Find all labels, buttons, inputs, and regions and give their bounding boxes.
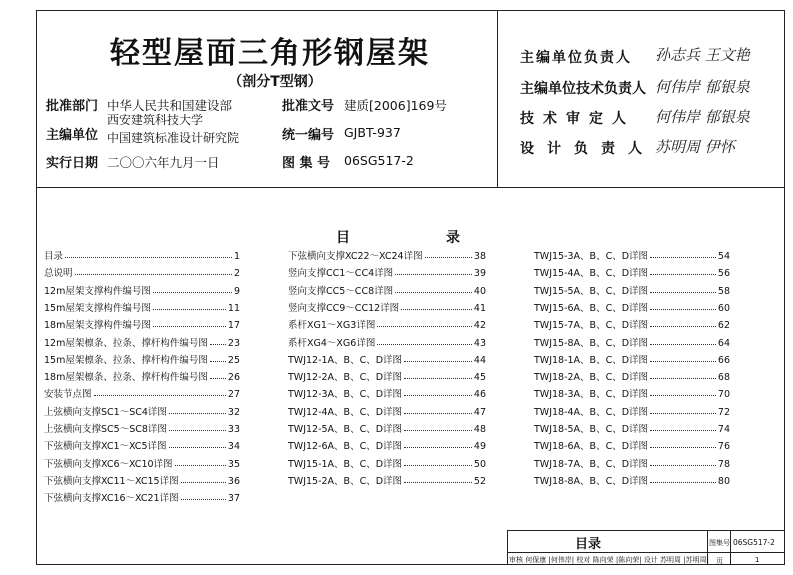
toc-leader-dots xyxy=(75,274,232,275)
toc-leader-dots xyxy=(650,413,716,414)
toc-entry xyxy=(534,404,730,418)
toc-entry xyxy=(534,473,730,487)
toc-leader-dots xyxy=(153,326,226,327)
toc-leader-dots xyxy=(650,361,716,362)
toc-entry-title: 竖向支撑CC5～CC8详图 xyxy=(288,285,394,297)
toc-entry-page: 1 xyxy=(233,251,240,262)
toc-leader-dots xyxy=(153,309,226,310)
toc-entry xyxy=(288,335,486,349)
toc-entry-page: 27 xyxy=(227,389,240,401)
toc-entry-title: 12m屋架支撑构件编号图 xyxy=(44,285,151,297)
toc-entry-title: 竖向支撑CC1～CC4详图 xyxy=(288,268,394,280)
toc-entry-page: 47 xyxy=(473,406,486,418)
toc-entry xyxy=(44,386,240,400)
toc-entry-title: 上弦横向支撑SC5～SC8详图 xyxy=(44,424,167,435)
toc-entry-page: 40 xyxy=(473,285,486,297)
toc-entry-title: TWJ15-7A、B、C、D详图 xyxy=(534,320,649,332)
signature-1: 孙志兵 王文艳 xyxy=(655,46,750,64)
atlas-label: 图集号 xyxy=(709,539,730,547)
toc-entry xyxy=(534,438,730,452)
toc-entry-title: 下弦横向支撑XC11～XC15详图 xyxy=(44,475,179,487)
toc-entry-page: 49 xyxy=(473,441,486,453)
toc-entry xyxy=(44,456,240,470)
toc-entry-page: 11 xyxy=(227,302,240,314)
toc-leader-dots xyxy=(169,447,226,448)
toc-entry xyxy=(534,369,730,383)
toc-entry-title: TWJ18-2A、B、C、D详图 xyxy=(534,372,649,384)
toc-entry-title: TWJ15-3A、B、C、D详图 xyxy=(534,251,649,262)
toc-entry-page: 74 xyxy=(717,424,730,435)
resp-label-1: 主编单位负责人 xyxy=(520,50,632,66)
toc-entry-title: TWJ18-5A、B、C、D详图 xyxy=(534,424,649,435)
toc-leader-dots xyxy=(210,378,226,379)
impl-date-value: 二〇〇六年九月一日 xyxy=(107,155,220,170)
doc-no-label: 批准文号 xyxy=(282,99,335,114)
toc-leader-dots xyxy=(650,447,716,448)
toc-entry-title: 系杆XG1～XG3详图 xyxy=(288,320,376,332)
toc-entry xyxy=(534,386,730,400)
toc-entry xyxy=(44,438,240,452)
toc-entry xyxy=(288,421,486,435)
toc-entry-page: 54 xyxy=(717,251,730,262)
toc-entry xyxy=(534,317,730,331)
toc-leader-dots xyxy=(210,344,226,345)
toc-leader-dots xyxy=(404,447,472,448)
toc-entry-page: 41 xyxy=(473,302,486,314)
toc-entry-page: 35 xyxy=(227,458,240,470)
toc-entry xyxy=(288,248,486,262)
toc-entry-title: TWJ15-4A、B、C、D详图 xyxy=(534,268,649,280)
toc-entry xyxy=(288,404,486,418)
toc-leader-dots xyxy=(404,378,472,379)
toc-entry-title: TWJ15-5A、B、C、D详图 xyxy=(534,285,649,297)
toc-entry xyxy=(288,283,486,297)
toc-entry-title: 下弦横向支撑XC16～XC21详图 xyxy=(44,493,179,505)
toc-entry-page: 33 xyxy=(227,424,240,435)
toc-entry-title: TWJ12-3A、B、C、D详图 xyxy=(288,389,403,401)
toc-entry-title: 目录 xyxy=(44,251,64,262)
toc-entry xyxy=(288,438,486,452)
toc-entry-title: 下弦横向支撑XC22～XC24详图 xyxy=(288,251,423,262)
toc-leader-dots xyxy=(650,430,716,431)
toc-entry-title: 下弦横向支撑XC1～XC5详图 xyxy=(44,441,167,453)
toc-entry xyxy=(44,421,240,435)
toc-leader-dots xyxy=(377,344,472,345)
toc-entry xyxy=(44,283,240,297)
toc-entry-page: 56 xyxy=(717,268,730,280)
toc-entry-page: 34 xyxy=(227,441,240,453)
toc-entry-title: TWJ18-7A、B、C、D详图 xyxy=(534,458,649,470)
toc-entry xyxy=(288,386,486,400)
approval-dept-value: 中华人民共和国建设部 xyxy=(107,98,233,113)
title-block-vline-2 xyxy=(730,530,731,565)
toc-entry-page: 23 xyxy=(227,337,240,349)
toc-entry-page: 2 xyxy=(233,268,240,280)
toc-entry-page: 64 xyxy=(717,337,730,349)
toc-leader-dots xyxy=(169,430,226,431)
toc-entry xyxy=(44,490,240,504)
toc-leader-dots xyxy=(395,274,472,275)
toc-leader-dots xyxy=(94,395,226,396)
document-subtitle: （剖分T型钢） xyxy=(228,74,322,90)
toc-leader-dots xyxy=(650,292,716,293)
toc-entry-title: TWJ15-6A、B、C、D详图 xyxy=(534,302,649,314)
toc-entry-title: TWJ12-4A、B、C、D详图 xyxy=(288,406,403,418)
toc-entry-title: 竖向支撑CC9～CC12详图 xyxy=(288,302,400,314)
toc-leader-dots xyxy=(210,361,226,362)
toc-entry-page: 62 xyxy=(717,320,730,332)
toc-leader-dots xyxy=(650,344,716,345)
page-label: 页 xyxy=(716,557,723,565)
toc-entry xyxy=(288,300,486,314)
toc-entry xyxy=(44,473,240,487)
toc-entry-title: 15m屋架支撑构件编号图 xyxy=(44,302,151,314)
toc-entry-title: TWJ18-4A、B、C、D详图 xyxy=(534,406,649,418)
toc-entry xyxy=(534,283,730,297)
toc-entry xyxy=(44,248,240,262)
toc-entry-title: 18m屋架檩条、拉条、撑杆构件编号图 xyxy=(44,372,208,384)
review-row: 审核 何保康 |何伟岸| 校对 陈向荣 |陈向荣| 设计 苏明周 |苏明周| xyxy=(509,556,709,564)
toc-entry-title: 18m屋架支撑构件编号图 xyxy=(44,320,151,332)
title-block-title: 目录 xyxy=(575,537,602,552)
toc-entry xyxy=(288,352,486,366)
toc-entry xyxy=(288,473,486,487)
doc-no-value: 建质[2006]169号 xyxy=(344,98,447,113)
toc-entry-page: 52 xyxy=(473,475,486,487)
toc-entry-page: 66 xyxy=(717,354,730,366)
atlas-no-value: 06SG517-2 xyxy=(344,153,414,168)
signature-2: 何伟岸 郁银泉 xyxy=(655,78,750,96)
toc-entry-page: 60 xyxy=(717,302,730,314)
toc-entry-page: 39 xyxy=(473,268,486,280)
toc-leader-dots xyxy=(401,309,472,310)
toc-leader-dots xyxy=(404,482,472,483)
toc-entry xyxy=(534,352,730,366)
signature-3: 何伟岸 郁银泉 xyxy=(655,108,750,126)
toc-title-1: 目 xyxy=(336,230,350,246)
toc-entry-title: TWJ18-1A、B、C、D详图 xyxy=(534,354,649,366)
impl-date-label: 实行日期 xyxy=(46,156,99,171)
toc-entry-page: 46 xyxy=(473,389,486,401)
toc-entry-title: TWJ18-8A、B、C、D详图 xyxy=(534,475,649,487)
toc-entry-page: 76 xyxy=(717,441,730,453)
toc-leader-dots xyxy=(169,413,226,414)
toc-entry xyxy=(534,421,730,435)
document-title: 轻型屋面三角形钢屋架 xyxy=(110,36,430,71)
toc-entry-title: 上弦横向支撑SC1～SC4详图 xyxy=(44,406,167,418)
toc-leader-dots xyxy=(175,465,226,466)
signature-4: 苏明周 伊怀 xyxy=(655,138,735,156)
toc-entry-page: 38 xyxy=(473,251,486,262)
atlas-value: 06SG517-2 xyxy=(733,538,775,547)
unified-no-label: 统一编号 xyxy=(282,128,335,143)
toc-entry-page: 43 xyxy=(473,337,486,349)
toc-entry-title: TWJ15-2A、B、C、D详图 xyxy=(288,475,403,487)
toc-entry xyxy=(44,404,240,418)
toc-entry-page: 17 xyxy=(227,320,240,332)
toc-leader-dots xyxy=(377,326,472,327)
toc-entry xyxy=(534,300,730,314)
toc-leader-dots xyxy=(65,257,232,258)
toc-entry xyxy=(288,456,486,470)
toc-entry-page: 68 xyxy=(717,372,730,384)
toc-leader-dots xyxy=(181,499,226,500)
toc-entry xyxy=(288,369,486,383)
toc-entry-title: 总说明 xyxy=(44,268,73,280)
unified-no-value: GJBT-937 xyxy=(344,125,401,140)
toc-entry-title: TWJ12-1A、B、C、D详图 xyxy=(288,354,403,366)
page-value: 1 xyxy=(755,556,760,564)
toc-entry-page: 36 xyxy=(227,475,240,487)
toc-leader-dots xyxy=(395,292,472,293)
toc-entry-page: 42 xyxy=(473,320,486,332)
toc-leader-dots xyxy=(650,465,716,466)
toc-entry-page: 72 xyxy=(717,406,730,418)
toc-entry-page: 48 xyxy=(473,424,486,435)
resp-label-2: 主编单位技术负责人 xyxy=(520,81,646,97)
toc-leader-dots xyxy=(404,465,472,466)
editor-value-1: 西安建筑科技大学 xyxy=(107,113,204,127)
toc-leader-dots xyxy=(650,326,716,327)
toc-leader-dots xyxy=(650,309,716,310)
toc-entry-title: 下弦横向支撑XC6～XC10详图 xyxy=(44,458,173,470)
toc-entry-title: TWJ18-6A、B、C、D详图 xyxy=(534,441,649,453)
header-divider xyxy=(497,10,498,188)
toc-leader-dots xyxy=(153,292,232,293)
resp-label-3: 技术审定人 xyxy=(520,111,635,127)
toc-title-2: 录 xyxy=(446,230,460,246)
toc-entry-page: 45 xyxy=(473,372,486,384)
toc-entry xyxy=(44,335,240,349)
toc-leader-dots xyxy=(650,395,716,396)
toc-entry-page: 26 xyxy=(227,372,240,384)
toc-leader-dots xyxy=(404,395,472,396)
toc-entry xyxy=(44,369,240,383)
toc-entry-page: 50 xyxy=(473,458,486,470)
toc-entry xyxy=(288,265,486,279)
toc-entry-page: 78 xyxy=(717,458,730,470)
toc-entry xyxy=(44,317,240,331)
toc-leader-dots xyxy=(650,482,716,483)
toc-entry xyxy=(534,248,730,262)
toc-entry-title: 安装节点图 xyxy=(44,389,92,401)
toc-leader-dots xyxy=(650,257,716,258)
toc-entry-title: TWJ15-1A、B、C、D详图 xyxy=(288,458,403,470)
toc-entry xyxy=(288,317,486,331)
toc-entry-page: 9 xyxy=(233,285,240,297)
toc-leader-dots xyxy=(650,274,716,275)
toc-entry-title: TWJ12-5A、B、C、D详图 xyxy=(288,424,403,435)
toc-entry-page: 32 xyxy=(227,406,240,418)
toc-entry xyxy=(44,300,240,314)
toc-leader-dots xyxy=(650,378,716,379)
editor-value-2: 中国建筑标准设计研究院 xyxy=(107,131,240,145)
toc-entry xyxy=(534,265,730,279)
toc-entry-title: TWJ15-8A、B、C、D详图 xyxy=(534,337,649,349)
toc-entry-page: 80 xyxy=(717,475,730,487)
toc-entry-page: 25 xyxy=(227,354,240,366)
toc-entry xyxy=(534,335,730,349)
toc-entry-title: TWJ12-6A、B、C、D详图 xyxy=(288,441,403,453)
approval-dept-label: 批准部门 xyxy=(46,99,99,114)
toc-leader-dots xyxy=(181,482,226,483)
toc-entry-page: 58 xyxy=(717,285,730,297)
toc-entry-title: 12m屋架檩条、拉条、撑杆构件编号图 xyxy=(44,337,208,349)
title-block-divider xyxy=(507,552,785,553)
toc-entry-page: 44 xyxy=(473,354,486,366)
resp-label-4: 设计负责人 xyxy=(520,141,655,157)
toc-entry-title: 系杆XG4～XG6详图 xyxy=(288,337,376,349)
toc-entry-page: 37 xyxy=(227,493,240,505)
toc-entry-title: 15m屋架檩条、拉条、撑杆构件编号图 xyxy=(44,354,208,366)
toc-leader-dots xyxy=(404,430,472,431)
editor-label: 主编单位 xyxy=(46,128,99,143)
toc-entry-title: TWJ12-2A、B、C、D详图 xyxy=(288,372,403,384)
toc-leader-dots xyxy=(425,257,472,258)
toc-entry xyxy=(44,352,240,366)
toc-leader-dots xyxy=(404,361,472,362)
toc-entry xyxy=(44,265,240,279)
toc-entry xyxy=(534,456,730,470)
toc-entry-title: TWJ18-3A、B、C、D详图 xyxy=(534,389,649,401)
atlas-no-label: 图 集 号 xyxy=(282,156,331,171)
toc-entry-page: 70 xyxy=(717,389,730,401)
toc-leader-dots xyxy=(404,413,472,414)
